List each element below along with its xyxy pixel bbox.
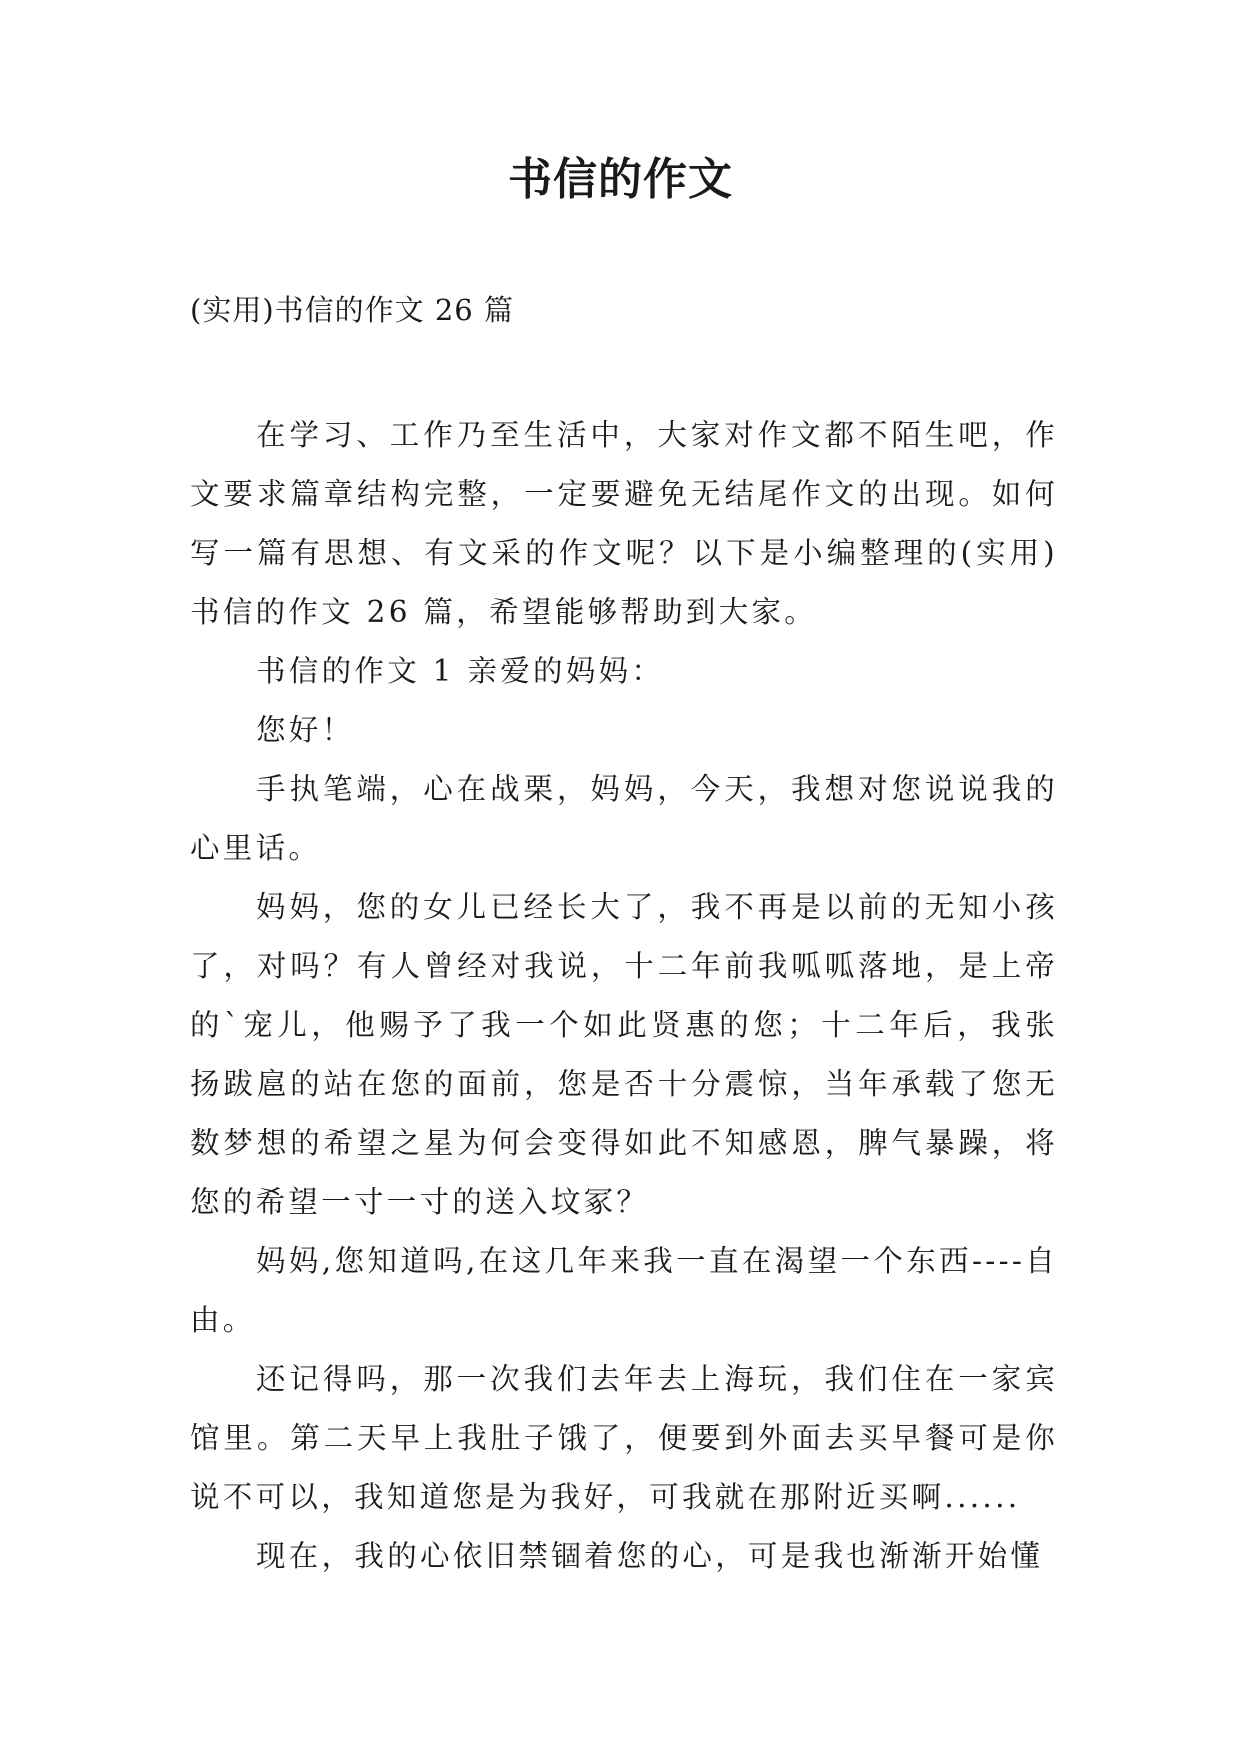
paragraph-opening: 手执笔端，心在战栗，妈妈，今天，我想对您说说我的心里话。 — [190, 772, 1058, 865]
paragraph-freedom: 妈妈,您知道吗,在这几年来我一直在渴望一个东西----自由。 — [190, 1244, 1058, 1337]
paragraph-grown-up: 妈妈，您的女儿已经长大了，我不再是以前的无知小孩了，对吗？有人曾经对我说，十二年前我呱呱落地，是上帝的`宠儿，他赐予了我一个如此贤惠的您；十二年后，我张扬跋扈的站在您的面前，您是否十分震惊，当年承载了您无数梦想的希望之星为何会变得如此不知感恩，脾气暴躁，将您的希望一寸一寸的送入坟冢？ — [190, 890, 1058, 1219]
paragraph-shanghai: 还记得吗，那一次我们去年去上海玩，我们住在一家宾馆里。第二天早上我肚子饿了，便要到外面去买早餐可是你说不可以，我知道您是为我好，可我就在那附近买啊...... — [190, 1362, 1058, 1514]
paragraph-now: 现在，我的心依旧禁锢着您的心，可是我也渐渐开始懂 — [256, 1539, 1044, 1573]
paragraph-greeting: 您好！ — [256, 713, 355, 747]
paragraph-intro: 在学习、工作乃至生活中，大家对作文都不陌生吧，作文要求篇章结构完整，一定要避免无结尾作文的出现。如何写一篇有思想、有文采的作文呢？以下是小编整理的(实用)书信的作文 26 篇，希望能够帮助到大家。 — [190, 418, 1058, 629]
document-title: 书信的作文 — [508, 154, 733, 205]
document-body — [190, 406, 1058, 1586]
paragraph-letter-heading: 书信的作文 1 亲爱的妈妈： — [256, 654, 665, 688]
document-subtitle: (实用)书信的作文 26 篇 — [190, 293, 514, 327]
